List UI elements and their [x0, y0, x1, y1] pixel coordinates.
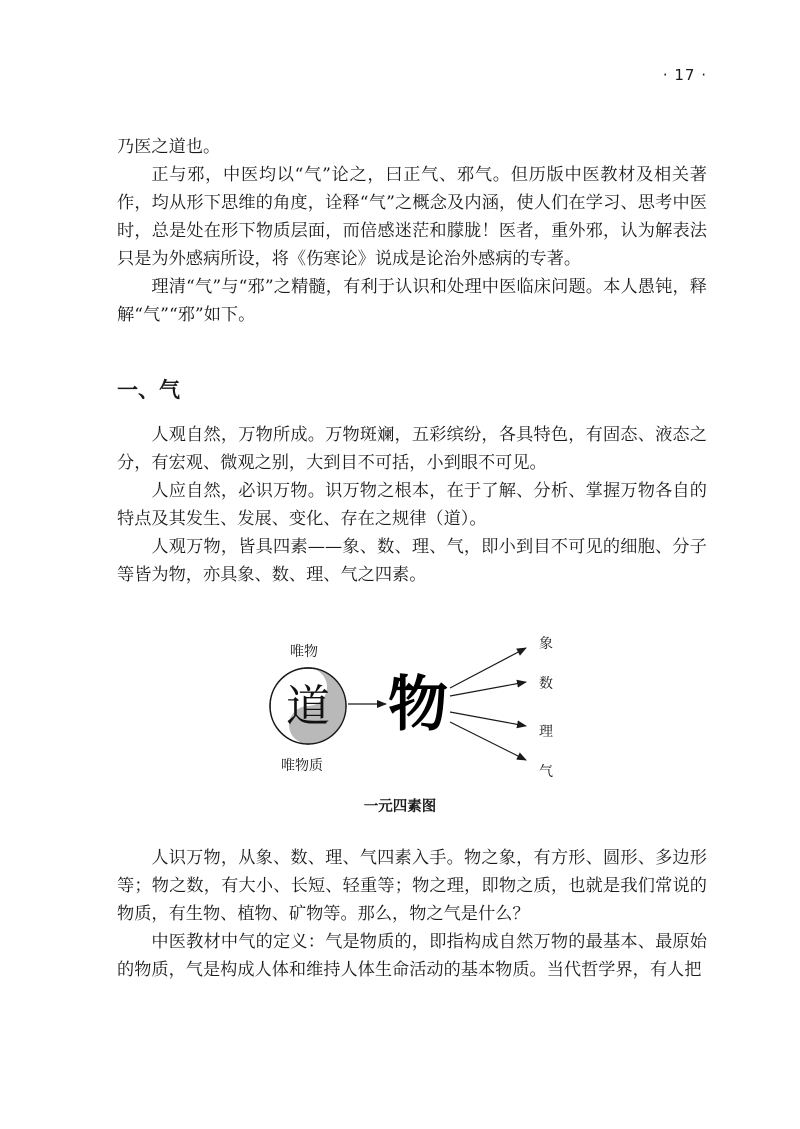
output-label-qi: 气	[539, 764, 553, 780]
one-four-elements-diagram	[260, 628, 580, 788]
text-block-middle	[117, 421, 707, 589]
output-label-xiang: 象	[539, 636, 553, 652]
diagram-caption: 一元四素图	[363, 799, 437, 815]
output-label-shu: 数	[539, 676, 553, 692]
text-block-bottom	[117, 844, 707, 984]
diagram-top-label: 唯物	[290, 644, 318, 660]
object-character-wu: 物	[388, 670, 448, 740]
paragraph: 中医教材中气的定义：气是物质的，即指构成自然万物的最基本、最原始的物质，气是构成人体和维持人体生命活动的基本物质。当代哲学界，有人把	[117, 932, 707, 980]
paragraph: 人观自然，万物所成。万物斑斓，五彩缤纷，各具特色，有固态、液态之分，有宏观、微观之别，大到目不可括，小到眼不可见。	[117, 425, 707, 473]
arrow-to-output	[450, 722, 526, 760]
output-label-li: 理	[539, 724, 553, 740]
paragraph: 人识万物，从象、数、理、气四素入手。物之象，有方形、圆形、多边形等；物之数，有大小、长短、轻重等；物之理，即物之质，也就是我们常说的物质，有生物、植物、矿物等。那么，物之气是什么？	[117, 848, 707, 924]
paragraph: 乃医之道也。	[117, 137, 221, 157]
diagram-bottom-label: 唯物质	[281, 758, 323, 774]
text-block-top	[117, 133, 707, 329]
center-character-dao: 道	[286, 681, 330, 732]
arrow-to-output	[450, 682, 526, 696]
paragraph: 人观万物，皆具四素——象、数、理、气，即小到目不可见的细胞、分子等皆为物，亦具象、数、理、气之四素。	[117, 537, 707, 585]
page-number: · 17 ·	[662, 66, 707, 84]
arrow-to-output	[450, 712, 526, 726]
paragraph: 人应自然，必识万物。识万物之根本，在于了解、分析、掌握万物各自的特点及其发生、发展、变化、存在之规律（道）。	[117, 481, 707, 529]
section-heading: 一、气	[117, 378, 180, 402]
paragraph: 正与邪，中医均以“气”论之，曰正气、邪气。但历版中医教材及相关著作，均从形下思维的角度，诠释“气”之概念及内涵，使人们在学习、思考中医时，总是处在形下物质层面，而倍感迷茫和朦胧！医者，重外邪，认为解表法只是为外感病所设，将《伤寒论》说成是论治外感病的专著。	[117, 165, 707, 269]
paragraph: 理清“气”与“邪”之精髓，有利于认识和处理中医临床问题。本人愚钝，释解“气”“邪”如下。	[117, 277, 707, 325]
arrow-to-output	[450, 648, 526, 688]
